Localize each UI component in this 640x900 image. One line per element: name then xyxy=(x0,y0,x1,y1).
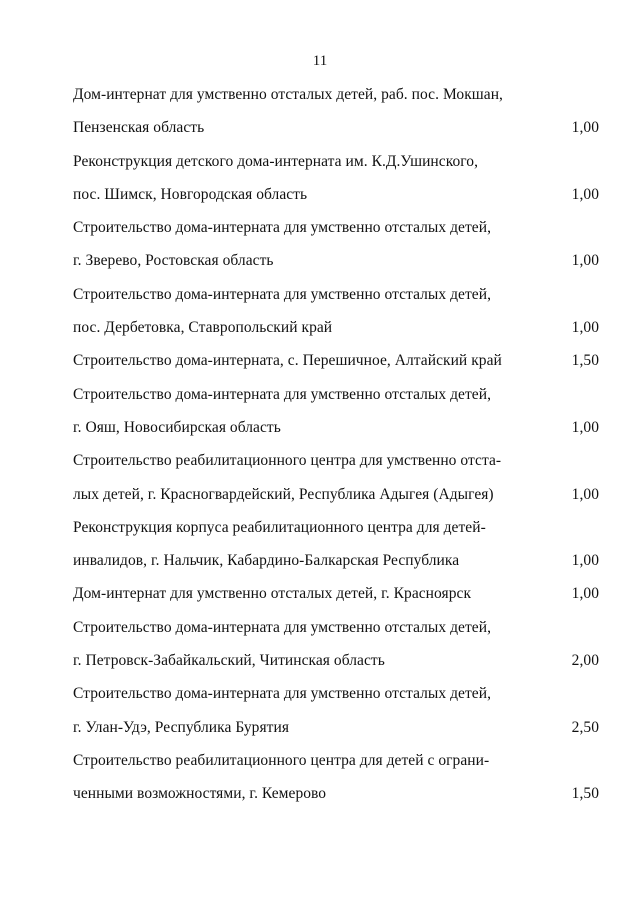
entry-line-text: ченными возможностями, г. Кемерово xyxy=(73,785,327,803)
entry-text-line: Реконструкция детского дома-интерната им. К.Д.Ушинского, xyxy=(73,152,479,170)
list-item xyxy=(73,84,603,151)
entry-text-line: Строительство реабилитационного центра для умственно отста- xyxy=(73,452,502,470)
entry-text-line: Реконструкция корпуса реабилитационного центра для детей- xyxy=(73,518,486,536)
entry-text-line: Строительство дома-интерната для умственно отсталых детей, xyxy=(73,685,491,703)
entry-text-line xyxy=(73,583,603,616)
list-item xyxy=(73,683,603,750)
entry-text-line xyxy=(73,717,603,750)
entry-value: 2,50 xyxy=(571,718,599,736)
list-item xyxy=(73,350,603,383)
page-number: 11 xyxy=(312,53,328,69)
entry-text-line: Строительство дома-интерната для умственно отсталых детей, xyxy=(73,219,491,237)
entry-line-text: г. Петровск-Забайкальский, Читинская область xyxy=(73,652,385,670)
entry-line-text: Дом-интернат для умственно отсталых детей, г. Красноярск xyxy=(73,585,472,603)
entry-text-line xyxy=(73,484,603,517)
entry-text-line: Строительство дома-интерната для умственно отсталых детей, xyxy=(73,618,491,636)
entry-line-text: пос. Шимск, Новгородская область xyxy=(73,185,308,203)
entry-line-text: Строительство дома-интерната, с. Перешичное, Алтайский край xyxy=(73,352,502,370)
entry-text-line xyxy=(73,250,603,283)
entry-line-text: г. Улан-Удэ, Республика Бурятия xyxy=(73,718,290,736)
entry-text-line xyxy=(73,317,603,350)
entry-value: 1,00 xyxy=(571,585,599,603)
entry-text-line: Строительство дома-интерната для умственно отсталых детей, xyxy=(73,385,491,403)
entry-text-line xyxy=(73,350,603,383)
list-item xyxy=(73,517,603,584)
entry-value: 1,00 xyxy=(571,552,599,570)
entry-text-line: Дом-интернат для умственно отсталых детей, раб. пос. Мокшан, xyxy=(73,86,503,103)
entry-value: 1,50 xyxy=(571,352,599,370)
entry-value: 1,00 xyxy=(571,485,599,503)
entry-text-line: Строительство дома-интерната для умственно отсталых детей, xyxy=(73,285,491,303)
entry-value: 1,00 xyxy=(571,418,599,436)
entry-text-line xyxy=(73,550,603,583)
list-item xyxy=(73,583,603,616)
entry-text-line xyxy=(73,417,603,450)
entry-value: 1,00 xyxy=(571,119,599,137)
list-item xyxy=(73,617,603,684)
entry-text-line xyxy=(73,184,603,217)
entry-value: 1,00 xyxy=(571,252,599,270)
entry-value: 1,00 xyxy=(571,319,599,337)
entry-line-text: г. Ояш, Новосибирская область xyxy=(73,418,281,436)
list-item xyxy=(73,151,603,218)
list-item xyxy=(73,450,603,517)
list-item xyxy=(73,384,603,451)
entry-text-line xyxy=(73,650,603,683)
entry-value: 2,00 xyxy=(571,652,599,670)
entry-line-text: Пензенская область xyxy=(73,119,205,137)
entry-text-line: Строительство реабилитационного центра для детей с ограни- xyxy=(73,751,490,769)
entries-list xyxy=(73,84,603,817)
entry-value: 1,00 xyxy=(571,185,599,203)
entry-text-line xyxy=(73,783,603,816)
entry-line-text: г. Зверево, Ростовская область xyxy=(73,252,274,270)
entry-line-text: лых детей, г. Красногвардейский, Республика Адыгея (Адыгея) xyxy=(73,485,494,503)
entry-value: 1,50 xyxy=(571,785,599,803)
entry-text-line xyxy=(73,117,603,150)
entry-line-text: пос. Дербетовка, Ставропольский край xyxy=(73,319,333,337)
entry-line-text: инвалидов, г. Нальчик, Кабардино-Балкарская Республика xyxy=(73,552,460,570)
list-item xyxy=(73,750,603,817)
list-item xyxy=(73,217,603,284)
list-item xyxy=(73,284,603,351)
